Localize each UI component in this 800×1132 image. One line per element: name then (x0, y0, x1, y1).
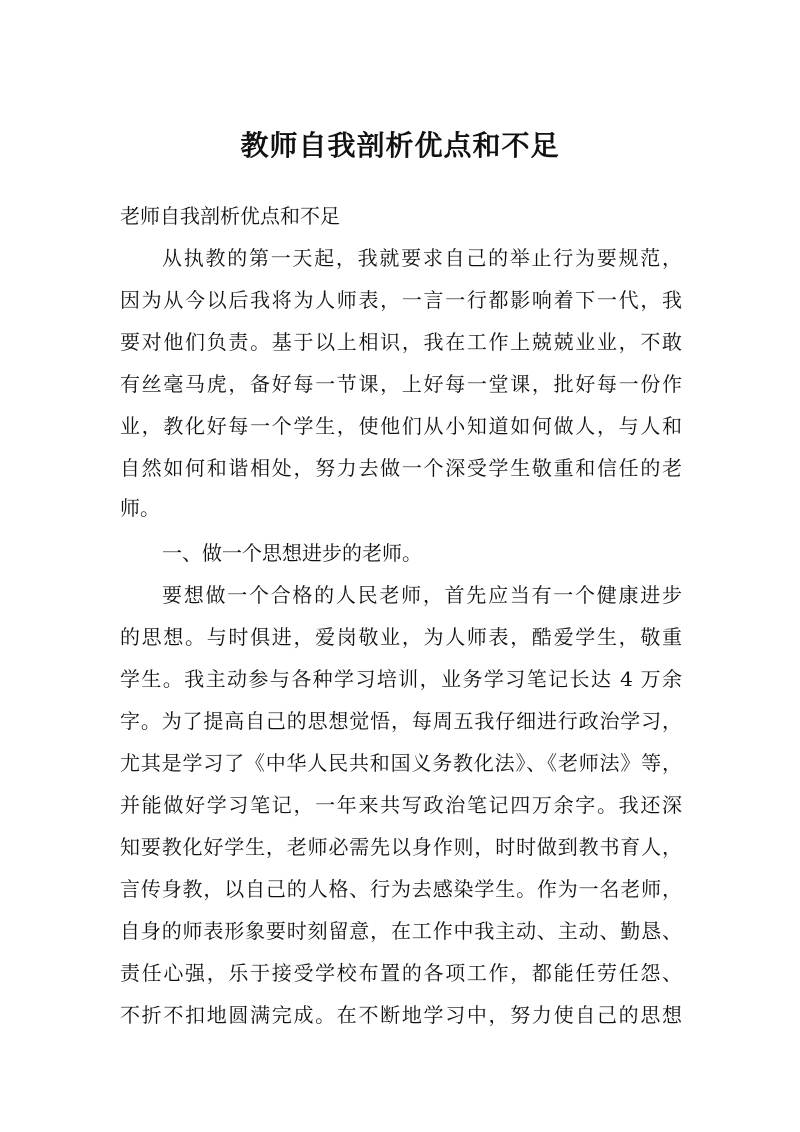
paragraph-line: 学生。我主动参与各种学习培训，业务学习笔记长达 4 万余 (120, 667, 682, 691)
document-title: 教师自我剖析优点和不足 (240, 129, 560, 162)
paragraph-line: 尤其是学习了《中华人民共和国义务教化法》、《老师法》等， (120, 751, 682, 775)
document-subtitle: 老师自我剖析优点和不足 (120, 204, 340, 228)
paragraph-line: 要想做一个合格的人民老师，首先应当有一个健康进步 (162, 583, 682, 607)
paragraph-line: 自身的师表形象要时刻留意，在工作中我主动、主动、勤恳、 (120, 919, 682, 943)
paragraph-line: 因为从今以后我将为人师表，一言一行都影响着下一代，我 (120, 288, 682, 312)
paragraph-line: 从执教的第一天起，我就要求自己的举止行为要规范， (162, 246, 682, 270)
paragraph-line: 的思想。与时俱进，爱岗敬业，为人师表，酷爱学生，敬重 (120, 625, 682, 649)
paragraph-line: 言传身教，以自己的人格、行为去感染学生。作为一名老师， (120, 877, 682, 901)
paragraph-line: 师。 (120, 496, 160, 520)
paragraph-line: 不折不扣地圆满完成。在不断地学习中，努力使自己的思想 (120, 1003, 682, 1027)
section-heading: 一、做一个思想进步的老师。 (162, 541, 422, 565)
paragraph-line: 有丝毫马虎，备好每一节课，上好每一堂课，批好每一份作 (120, 372, 682, 396)
paragraph-line: 并能做好学习笔记，一年来共写政治笔记四万余字。我还深 (120, 793, 682, 817)
paragraph-line: 业，教化好每一个学生，使他们从小知道如何做人，与人和 (120, 414, 682, 438)
paragraph-line: 要对他们负责。基于以上相识，我在工作上兢兢业业，不敢 (120, 330, 682, 354)
paragraph-line: 责任心强，乐于接受学校布置的各项工作，都能任劳任怨、 (120, 961, 682, 985)
paragraph-line: 字。为了提高自己的思想觉悟，每周五我仔细进行政治学习， (120, 709, 682, 733)
paragraph-line: 知要教化好学生，老师必需先以身作则，时时做到教书育人， (120, 835, 682, 859)
paragraph-line: 自然如何和谐相处，努力去做一个深受学生敬重和信任的老 (120, 456, 682, 480)
